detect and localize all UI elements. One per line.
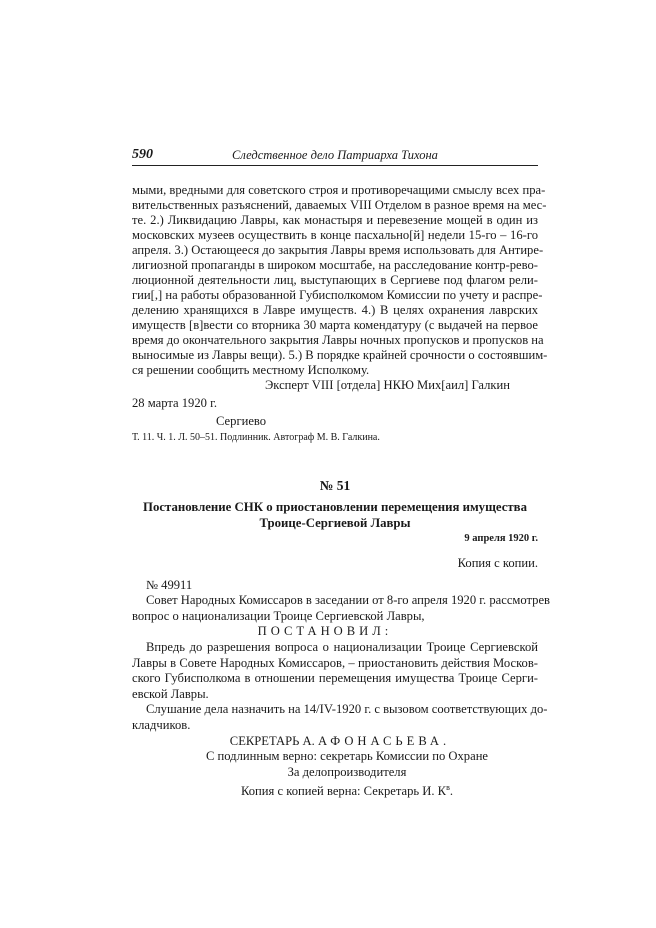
letter-place: Сергиево [216,414,267,428]
text-line: мыми, вредными для советского строя и противоречащими смыслу всех пра- [132,183,546,197]
text-line: люционной деятельности лиц, выступающих в Сергиеве под флагом рели- [132,273,538,287]
document-title [132,499,538,531]
text-line: время до окончательного закрытия Лавры ночных пропусков и пропусков на [132,333,544,347]
text-line: имуществ [в]вести со вторника 30 марта комендатуру (с выдачей на первое [132,318,538,332]
certification-text: Копия с копией верна: Секретарь И. К [240,784,447,799]
certification-line: За делопроизводителя [287,764,407,779]
text-line: евской Лавры. [132,686,209,701]
page-header [132,147,538,166]
text-line: Лавры в Совете Народных Комиссаров, – приостановить действия Москов- [132,655,538,670]
continuation-text [132,183,548,429]
running-title: Следственное дело Патриарха Тихона [232,148,438,162]
secretary-signature [132,734,538,750]
decree-heading: ПОСТАНОВИЛ: [257,624,393,639]
text-line: апреля. 3.) Остающееся до закрытия Лавры время использовать для Антире- [132,243,544,257]
document-number: № 51 [319,478,351,493]
certification-line: С подлинным верно: секретарь Комиссии по Охране [205,749,489,764]
certification-line: Копия с копией верна: Секретарь И. $К^в$. [240,783,453,799]
text-line: Совет Народных Комиссаров в заседании от 8-го апреля 1920 г. рассмотрев [146,593,551,608]
text-line: московских музеев осуществить в конце пасхально[й] недели 15-го – 16-го [132,228,538,242]
text-line: вопрос о национализации Троице Сергиевской Лавры, [132,608,425,623]
decree-text [132,556,551,800]
document-title-line: Постановление СНК о приостановлении перемещения имущества [143,500,527,514]
text-line: гии[,] на работы образованной Губисполкомом Комиссии по учету и распре- [132,288,543,302]
text-line: лигиозной пропаганды в широком мосштабе, на расследование контр-рево- [132,258,538,272]
text-line: ского Губисполкома в отношении перемещения имущества Троице Серги- [132,671,538,686]
registration-number: № 49911 [146,577,193,592]
copy-note: Копия с копии. [457,556,538,570]
expert-signature: Эксперт VIII [отдела] НКЮ Мих[аил] Галкин [264,378,510,392]
text-line: ся решении сообщить местному Исполкому. [132,363,370,377]
letter-date: 28 марта 1920 г. [132,396,217,410]
text-line: Слушание дела назначить на 14/IV-1920 г. с вызовом соответствующих до- [146,702,548,717]
text-line: выносимые из Лавры вещи). 5.) В порядке крайней срочности о состоявшим- [132,348,548,362]
secretary-title: СЕКРЕТАРЬ А. [229,733,315,748]
text-line: делению хранящихся в Лавре имуществ. 4.) В целях охранения лаврских [132,303,538,317]
archival-source-note: Т. 11. Ч. 1. Л. 50–51. Подлинник. Автограф М. В. Галкина. [132,432,380,443]
secretary-name: АФОНАСЬЕВА. [317,733,451,748]
page-number: 590 [132,147,153,162]
text-line: те. 2.) Ликвидацию Лавры, как монастыря и перевезение мощей в один из [132,213,538,227]
document-date: 9 апреля 1920 г. [464,533,538,544]
text-line: кладчиков. [132,717,191,732]
text-line: Впредь до разрешения вопроса о национализации Троице Сергиевской [146,639,538,654]
text-line: вительственных разъяснений, даваемых VIII Отделом в разное время на мес- [132,198,547,212]
document-title-line: Троице-Сергиевой Лавры [259,516,411,530]
